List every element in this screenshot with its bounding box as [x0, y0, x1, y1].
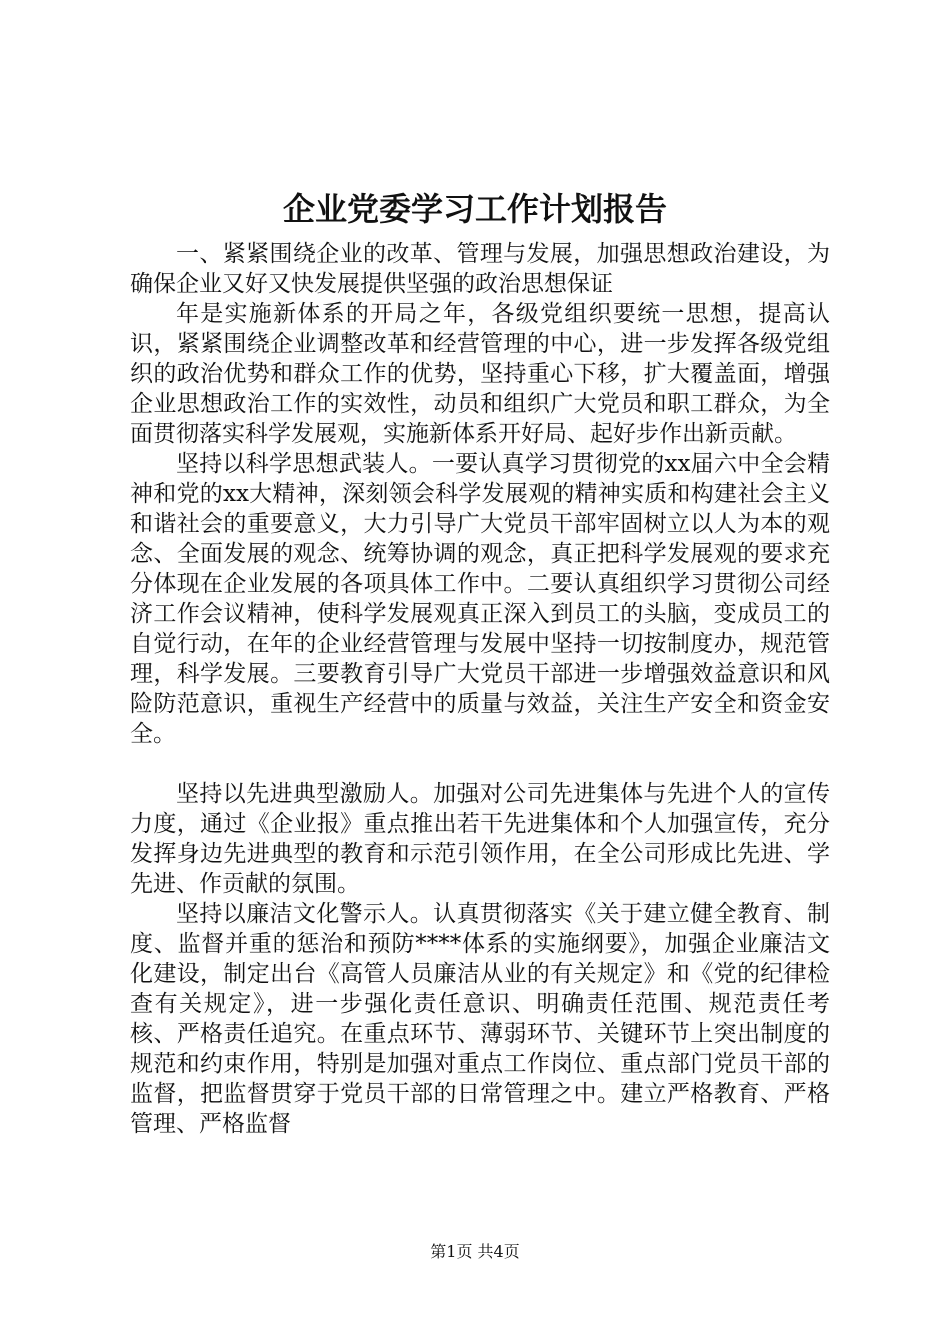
- paragraph-1: 一、紧紧围绕企业的改革、管理与发展，加强思想政治建设，为确保企业又好又快发展提供坚强的政治思想保证: [130, 241, 830, 297]
- document-title: 企业党委学习工作计划报告: [282, 190, 667, 228]
- document-body: [130, 239, 830, 1139]
- page-number-footer: 第1页 共4页: [430, 1242, 520, 1261]
- paragraph-2: 年是实施新体系的开局之年，各级党组织要统一思想，提高认识，紧紧围绕企业调整改革和经营管理的中心，进一步发挥各级党组织的政治优势和群众工作的优势，坚持重心下移，扩大覆盖面，增强企业思想政治工作的实效性，动员和组织广大党员和职工群众，为全面贯彻落实科学发展观，实施新体系开好局、起好步作出新贡献。: [130, 301, 830, 447]
- paragraph-5: 坚持以廉洁文化警示人。认真贯彻落实《关于建立健全教育、制度、监督并重的惩治和预防****体系的实施纲要》，加强企业廉洁文化建设，制定出台《高管人员廉洁从业的有关规定》和《党的纪律检查有关规定》，进一步强化责任意识、明确责任范围、规范责任考核、严格责任追究。在重点环节、薄弱环节、关键环节上突出制度的规范和约束作用，特别是加强对重点工作岗位、重点部门党员干部的监督，把监督贯穿于党员干部的日常管理之中。建立严格教育、严格管理、严格监督: [130, 901, 830, 1137]
- paragraph-3: 坚持以科学思想武装人。一要认真学习贯彻党的xx届六中全会精神和党的xx大精神，深刻领会科学发展观的精神实质和构建社会主义和谐社会的重要意义，大力引导广大党员干部牢固树立以人为本的观念、全面发展的观念、统筹协调的观念，真正把科学发展观的要求充分体现在企业发展的各项具体工作中。二要认真组织学习贯彻公司经济工作会议精神，使科学发展观真正深入到员工的头脑，变成员工的自觉行动，在年的企业经营管理与发展中坚持一切按制度办，规范管理，科学发展。三要教育引导广大党员干部进一步增强效益意识和风险防范意识，重视生产经营中的质量与效益，关注生产安全和资金安全。: [130, 451, 830, 747]
- paragraph-4: 坚持以先进典型激励人。加强对公司先进集体与先进个人的宣传力度，通过《企业报》重点推出若干先进集体和个人加强宣传，充分发挥身边先进典型的教育和示范引领作用，在全公司形成比先进、学先进、作贡献的氛围。: [130, 781, 830, 897]
